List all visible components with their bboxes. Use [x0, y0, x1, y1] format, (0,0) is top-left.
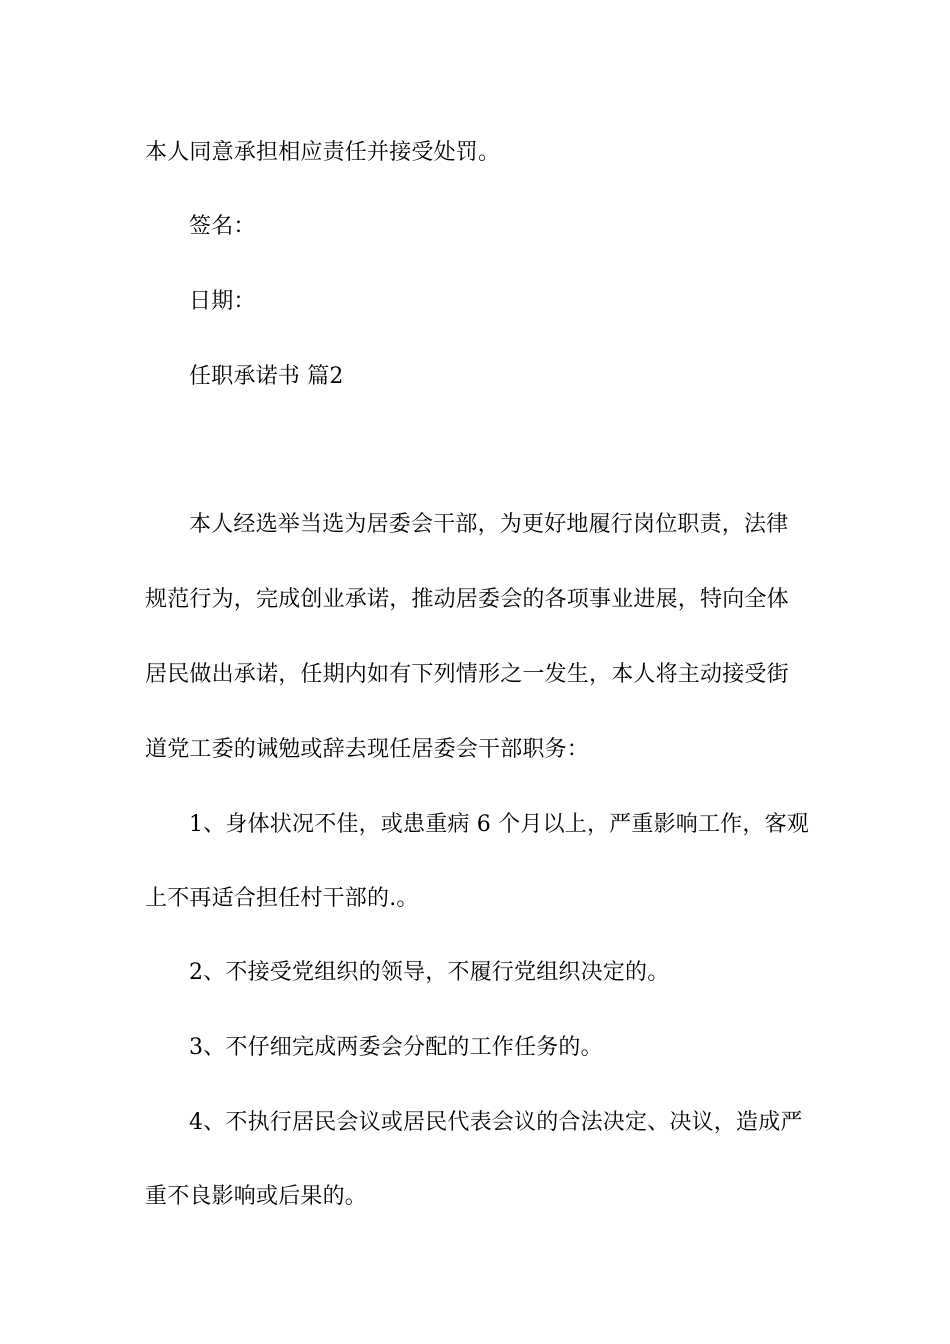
signature-label: 签名：: [189, 214, 256, 239]
section-title: 任职承诺书 篇2: [189, 364, 344, 389]
text-line-consent: 本人同意承担相应责任并接受处罚。: [145, 140, 501, 165]
list-item-4-line: 4、不执行居民会议或居民代表会议的合法决定、决议，造成严: [189, 1110, 803, 1135]
paragraph-line: 本人经选举当选为居委会干部，为更好地履行岗位职责，法律: [189, 512, 789, 537]
list-item-2: 2、不接受党组织的领导，不履行党组织决定的。: [189, 960, 670, 985]
list-item-3: 3、不仔细完成两委会分配的工作任务的。: [189, 1035, 603, 1060]
list-item-4-line: 重不良影响或后果的。: [145, 1184, 368, 1209]
date-label: 日期：: [189, 289, 256, 314]
paragraph-line: 规范行为，完成创业承诺，推动居委会的各项事业进展，特向全体: [145, 587, 789, 612]
list-item-1-line: 上不再适合担任村干部的.。: [145, 886, 419, 911]
list-item-1-line: 1、身体状况不佳，或患重病 6 个月以上，严重影响工作，客观: [189, 812, 809, 837]
paragraph-line: 道党工委的诫勉或辞去现任居委会干部职务：: [145, 737, 590, 762]
paragraph-line: 居民做出承诺，任期内如有下列情形之一发生，本人将主动接受街: [145, 662, 789, 687]
